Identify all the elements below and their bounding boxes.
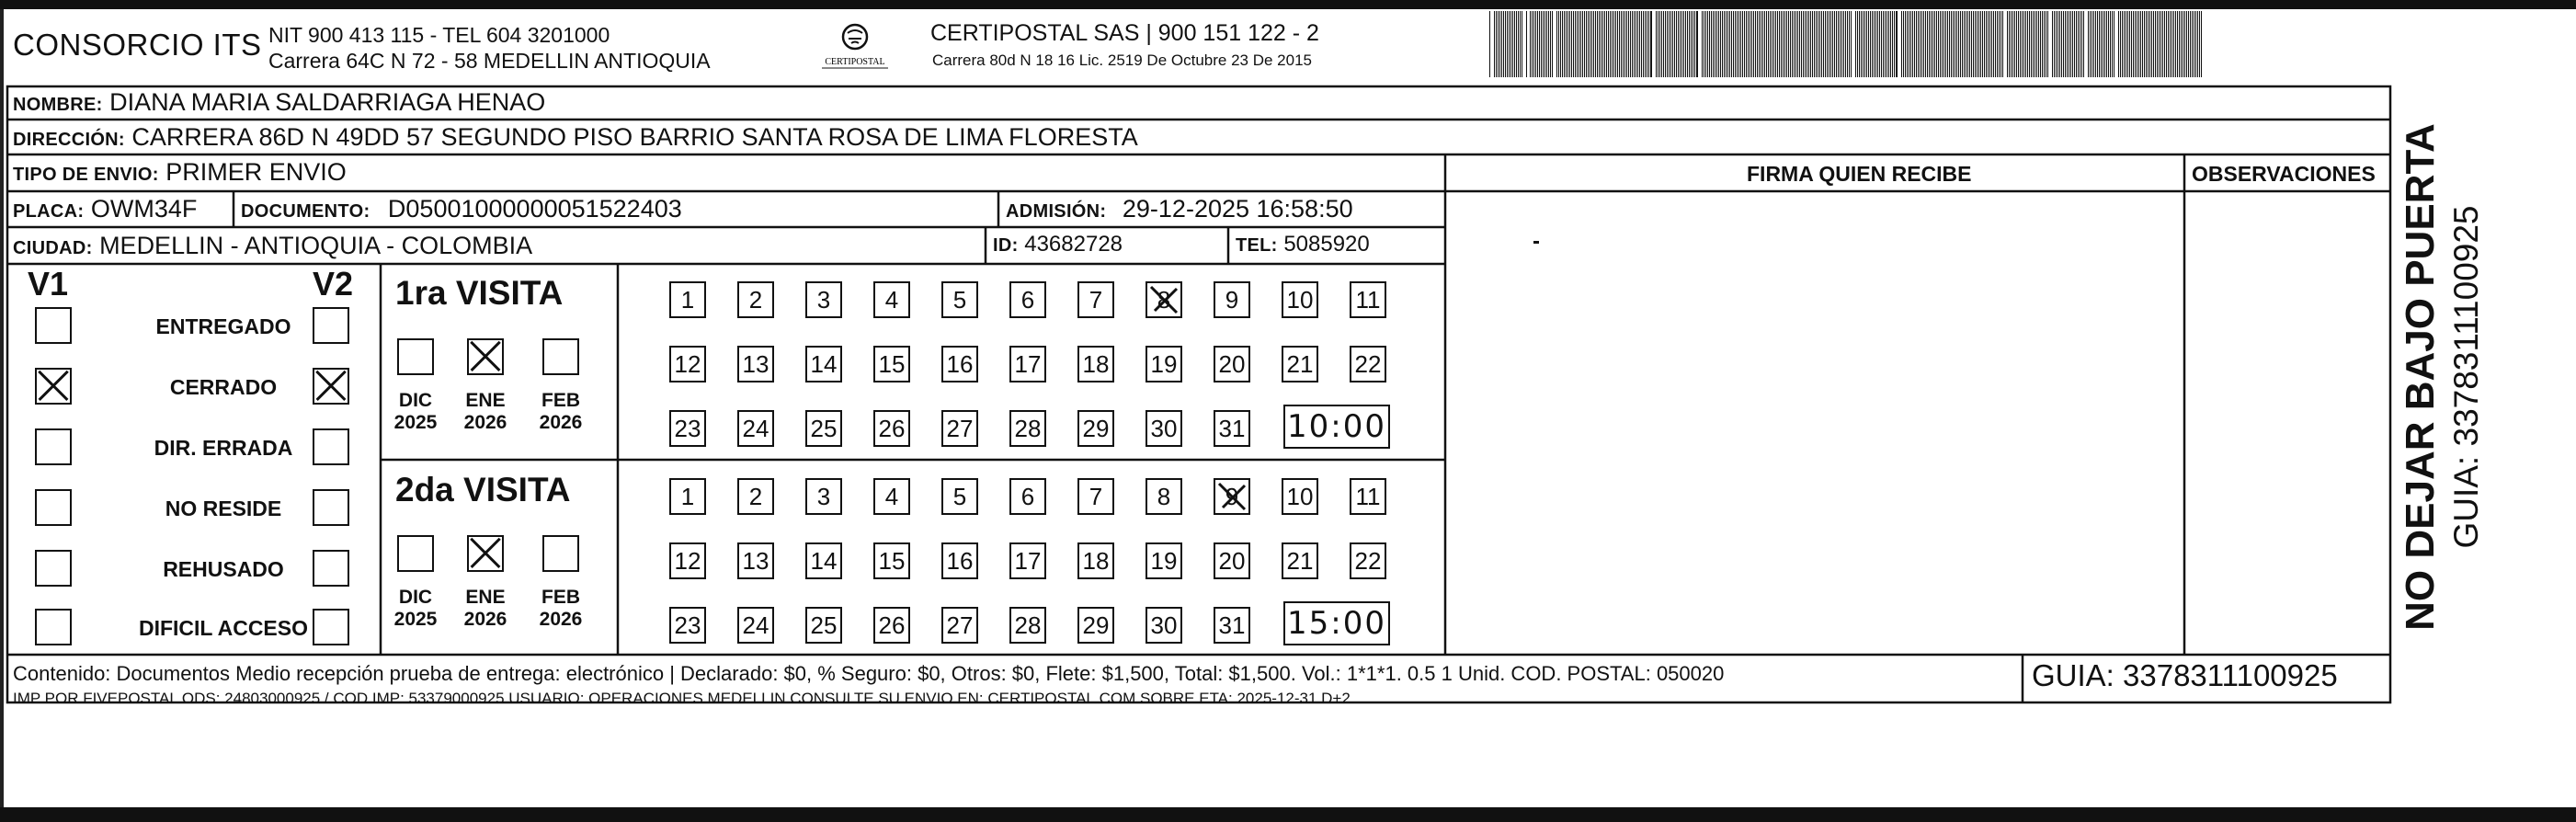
day-number: 17	[1014, 350, 1042, 378]
day-box[interactable]	[873, 281, 910, 318]
day-box[interactable]	[1009, 607, 1046, 644]
month-label	[388, 390, 443, 434]
day-box[interactable]	[1214, 478, 1250, 515]
day-box[interactable]	[1214, 346, 1250, 382]
day-box[interactable]	[1077, 410, 1114, 447]
status-label: REHUSADO	[163, 557, 284, 581]
day-number: 1	[680, 483, 695, 510]
v1-checkbox[interactable]	[35, 550, 72, 587]
id-field: ID: 43682728	[993, 232, 1123, 257]
day-number: 25	[810, 611, 838, 639]
day-box[interactable]	[1214, 607, 1250, 644]
v2-checkbox[interactable]	[313, 368, 349, 405]
firma-header: FIRMA QUIEN RECIBE	[1747, 162, 1972, 186]
id-value: 43682728	[1024, 232, 1123, 257]
day-box[interactable]	[669, 607, 706, 644]
day-box[interactable]	[669, 346, 706, 382]
placa-value: OWM34F	[90, 195, 198, 223]
day-number: 15	[878, 547, 906, 575]
day-number: 12	[674, 350, 701, 378]
month-checkbox[interactable]	[467, 535, 504, 572]
day-number: 7	[1089, 483, 1103, 510]
day-number: 15	[878, 350, 906, 378]
day-box[interactable]	[1009, 410, 1046, 447]
day-box[interactable]	[737, 346, 774, 382]
day-box[interactable]	[1146, 346, 1182, 382]
side-panel	[2390, 92, 2528, 662]
v1-checkbox[interactable]	[35, 307, 72, 344]
month-label	[533, 587, 588, 631]
month-name: FEB	[541, 587, 580, 608]
day-number: 9	[1225, 483, 1239, 510]
day-box[interactable]	[941, 478, 978, 515]
status-label: NO RESIDE	[165, 497, 282, 520]
day-number: 14	[810, 547, 838, 575]
visit-time: 10:00	[1283, 405, 1390, 449]
direccion-field: DIRECCIÓN: CARRERA 86D N 49DD 57 SEGUNDO PISO BARRIO SANTA ROSA DE LIMA FLORESTA	[13, 123, 1138, 151]
day-box[interactable]	[1146, 542, 1182, 579]
day-number: 23	[674, 611, 701, 639]
x-mark-icon	[469, 340, 502, 373]
day-number: 22	[1354, 547, 1382, 575]
month-label	[458, 390, 513, 434]
company-address: Carrera 64C N 72 - 58 MEDELLIN ANTIOQUIA	[268, 49, 711, 73]
day-number: 14	[810, 350, 838, 378]
tipo-envio-field: TIPO DE ENVIO: PRIMER ENVIO	[13, 158, 347, 186]
day-box[interactable]	[1146, 410, 1182, 447]
status-label: DIR. ERRADA	[154, 436, 293, 460]
v2-checkbox[interactable]	[313, 550, 349, 587]
visit-time: 15:00	[1283, 601, 1390, 645]
certipostal-line: CERTIPOSTAL SAS | 900 151 122 - 2	[930, 20, 1319, 46]
v2-checkbox[interactable]	[313, 307, 349, 344]
day-number: 19	[1150, 547, 1178, 575]
day-number: 31	[1218, 415, 1246, 442]
month-year: 2025	[393, 412, 438, 433]
visit-title: 1ra VISITA	[395, 274, 564, 312]
day-number: 2	[748, 483, 763, 510]
day-mark-icon	[1215, 480, 1248, 513]
day-number: 8	[1157, 286, 1171, 314]
day-box[interactable]	[1282, 346, 1318, 382]
month-label	[458, 587, 513, 631]
day-number: 10	[1286, 483, 1314, 510]
day-box[interactable]	[1214, 281, 1250, 318]
day-box[interactable]	[1077, 607, 1114, 644]
footer-print-info: IMP POR FIVEPOSTAL ODS: 24803000925 / COD.IMP: 53379000925 USUARIO: OPERACIONES MEDELLIN CONSULTE SU ENVIO EN: CERTIPOSTAL.COM SOBRE ETA: 2025-12-31 D+2	[13, 690, 1351, 707]
day-box[interactable]	[1282, 542, 1318, 579]
day-box[interactable]	[873, 410, 910, 447]
month-checkbox[interactable]	[397, 338, 434, 375]
day-number: 19	[1150, 350, 1178, 378]
month-name: ENE	[465, 587, 506, 608]
documento-value: D05001000000051522403	[387, 195, 682, 223]
day-box[interactable]	[1350, 542, 1386, 579]
day-number: 16	[946, 547, 974, 575]
day-box[interactable]	[1214, 410, 1250, 447]
day-box[interactable]	[1146, 281, 1182, 318]
day-number: 20	[1218, 350, 1246, 378]
tipo-envio-value: PRIMER ENVIO	[165, 158, 347, 186]
month-checkbox[interactable]	[542, 338, 579, 375]
day-box[interactable]	[873, 346, 910, 382]
day-number: 1	[680, 286, 695, 314]
day-box[interactable]	[805, 478, 842, 515]
day-box[interactable]	[669, 478, 706, 515]
month-name: ENE	[465, 390, 506, 411]
day-number: 8	[1157, 483, 1171, 510]
day-number: 21	[1286, 350, 1314, 378]
day-number: 13	[742, 350, 769, 378]
side-guia: GUIA: 3378311100925	[2447, 205, 2485, 549]
day-box[interactable]	[873, 607, 910, 644]
day-box[interactable]	[805, 607, 842, 644]
day-box[interactable]	[873, 542, 910, 579]
day-box[interactable]	[1009, 542, 1046, 579]
day-number: 28	[1014, 611, 1042, 639]
status-label: ENTREGADO	[155, 314, 291, 338]
x-mark-icon	[314, 370, 348, 403]
month-label	[388, 587, 443, 631]
month-year: 2025	[393, 609, 438, 630]
day-number: 27	[946, 611, 974, 639]
day-number: 6	[1020, 286, 1035, 314]
side-warning: NO DEJAR BAJO PUERTA	[2398, 123, 2443, 631]
day-number: 11	[1355, 286, 1381, 314]
month-checkbox[interactable]	[467, 338, 504, 375]
day-box[interactable]	[1077, 542, 1114, 579]
day-box[interactable]	[805, 410, 842, 447]
day-number: 20	[1218, 547, 1246, 575]
month-year: 2026	[463, 412, 507, 433]
day-box[interactable]	[941, 346, 978, 382]
day-box[interactable]	[1077, 478, 1114, 515]
certipostal-address: Carrera 80d N 18 16 Lic. 2519 De Octubre 23 De 2015	[932, 51, 1312, 69]
month-name: DIC	[398, 390, 433, 411]
day-number: 27	[946, 415, 974, 442]
day-number: 3	[816, 483, 831, 510]
day-number: 22	[1354, 350, 1382, 378]
logo-text: CERTIPOSTAL	[825, 57, 885, 67]
day-box[interactable]	[941, 281, 978, 318]
day-box[interactable]	[737, 410, 774, 447]
day-number: 25	[810, 415, 838, 442]
day-number: 12	[674, 547, 701, 575]
month-year: 2026	[539, 412, 583, 433]
day-number: 4	[884, 286, 899, 314]
day-box[interactable]	[737, 478, 774, 515]
x-mark-icon	[469, 537, 502, 570]
ciudad-field: CIUDAD: MEDELLIN - ANTIOQUIA - COLOMBIA	[13, 232, 533, 259]
day-box[interactable]	[669, 542, 706, 579]
month-checkbox[interactable]	[542, 535, 579, 572]
day-number: 18	[1082, 350, 1110, 378]
v1-checkbox[interactable]	[35, 609, 72, 645]
day-box[interactable]	[1350, 281, 1386, 318]
footer-contents: Contenido: Documentos Medio recepción prueba de entrega: electrónico | Declarado: $0, % Seguro: $0, Otros: $0, Flete: $1,500, Total: $1,500. Vol.: 1*1*1. 0.5 1 Unid. COD. POSTAL: 050020	[13, 662, 1725, 685]
day-number: 31	[1218, 611, 1246, 639]
day-box[interactable]	[941, 410, 978, 447]
firma-mark	[1533, 241, 1539, 244]
month-checkbox[interactable]	[397, 535, 434, 572]
day-box[interactable]	[669, 410, 706, 447]
tel-value: 5085920	[1283, 232, 1370, 257]
day-number: 30	[1150, 611, 1178, 639]
day-number: 10	[1286, 286, 1314, 314]
day-number: 6	[1020, 483, 1035, 510]
day-number: 23	[674, 415, 701, 442]
day-mark-icon	[1147, 283, 1180, 316]
nombre-value: DIANA MARIA SALDARRIAGA HENAO	[109, 88, 546, 116]
v2-checkbox[interactable]	[313, 609, 349, 645]
day-number: 7	[1089, 286, 1103, 314]
placa-field: PLACA: OWM34F	[13, 195, 198, 223]
day-box[interactable]	[1077, 281, 1114, 318]
v1-checkbox[interactable]	[35, 489, 72, 526]
day-box[interactable]	[669, 281, 706, 318]
day-number: 13	[742, 547, 769, 575]
day-box[interactable]	[1282, 281, 1318, 318]
day-box[interactable]	[873, 478, 910, 515]
month-year: 2026	[539, 609, 583, 630]
day-number: 26	[878, 415, 906, 442]
day-number: 26	[878, 611, 906, 639]
admision-value: 29-12-2025 16:58:50	[1122, 195, 1353, 223]
day-box[interactable]	[737, 542, 774, 579]
month-label	[533, 390, 588, 434]
day-box[interactable]	[1214, 542, 1250, 579]
day-box[interactable]	[1350, 346, 1386, 382]
v1-checkbox[interactable]	[35, 428, 72, 465]
documento-field: DOCUMENTO: D05001000000051522403	[241, 195, 682, 223]
day-box[interactable]	[737, 281, 774, 318]
admision-field: ADMISIÓN: 29-12-2025 16:58:50	[1006, 195, 1353, 223]
day-number: 29	[1082, 415, 1110, 442]
status-label: DIFICIL ACCESO	[138, 616, 308, 640]
day-number: 18	[1082, 547, 1110, 575]
day-box[interactable]	[1146, 478, 1182, 515]
nit-line: NIT 900 413 115 - TEL 604 3201000	[268, 23, 610, 47]
v2-checkbox[interactable]	[313, 489, 349, 526]
direccion-value: CARRERA 86D N 49DD 57 SEGUNDO PISO BARRIO SANTA ROSA DE LIMA FLORESTA	[131, 123, 1138, 151]
observaciones-header: OBSERVACIONES	[2192, 162, 2376, 186]
status-label: CERRADO	[169, 375, 278, 399]
footer-guia: GUIA: 3378311100925	[2032, 658, 2338, 692]
day-box[interactable]	[1009, 346, 1046, 382]
day-box[interactable]	[941, 542, 978, 579]
day-number: 24	[742, 415, 769, 442]
day-box[interactable]	[1282, 478, 1318, 515]
day-number: 28	[1014, 415, 1042, 442]
day-box[interactable]	[1350, 478, 1386, 515]
day-number: 9	[1225, 286, 1239, 314]
month-name: FEB	[541, 390, 580, 411]
company-name: CONSORCIO ITS	[13, 28, 262, 62]
day-box[interactable]	[805, 281, 842, 318]
ciudad-value: MEDELLIN - ANTIOQUIA - COLOMBIA	[99, 232, 533, 259]
day-number: 5	[952, 483, 967, 510]
v1-checkbox[interactable]	[35, 368, 72, 405]
month-name: DIC	[398, 587, 433, 608]
day-number: 21	[1286, 547, 1314, 575]
v2-header: V2	[313, 265, 354, 303]
visit-title: 2da VISITA	[395, 471, 571, 508]
day-box[interactable]	[1077, 346, 1114, 382]
tel-field: TEL: 5085920	[1236, 232, 1370, 257]
day-number: 17	[1014, 547, 1042, 575]
day-number: 30	[1150, 415, 1178, 442]
day-number: 24	[742, 611, 769, 639]
day-box[interactable]	[805, 346, 842, 382]
month-year: 2026	[463, 609, 507, 630]
day-box[interactable]	[1146, 607, 1182, 644]
day-box[interactable]	[1009, 281, 1046, 318]
day-number: 3	[816, 286, 831, 314]
v2-checkbox[interactable]	[313, 428, 349, 465]
day-box[interactable]	[1009, 478, 1046, 515]
day-number: 2	[748, 286, 763, 314]
day-box[interactable]	[737, 607, 774, 644]
day-number: 16	[946, 350, 974, 378]
day-box[interactable]	[941, 607, 978, 644]
day-number: 5	[952, 286, 967, 314]
day-box[interactable]	[805, 542, 842, 579]
nombre-field: NOMBRE: DIANA MARIA SALDARRIAGA HENAO	[13, 88, 546, 116]
x-mark-icon	[37, 370, 70, 403]
day-number: 4	[884, 483, 899, 510]
day-number: 11	[1355, 483, 1381, 510]
day-number: 29	[1082, 611, 1110, 639]
v1-header: V1	[28, 265, 69, 303]
